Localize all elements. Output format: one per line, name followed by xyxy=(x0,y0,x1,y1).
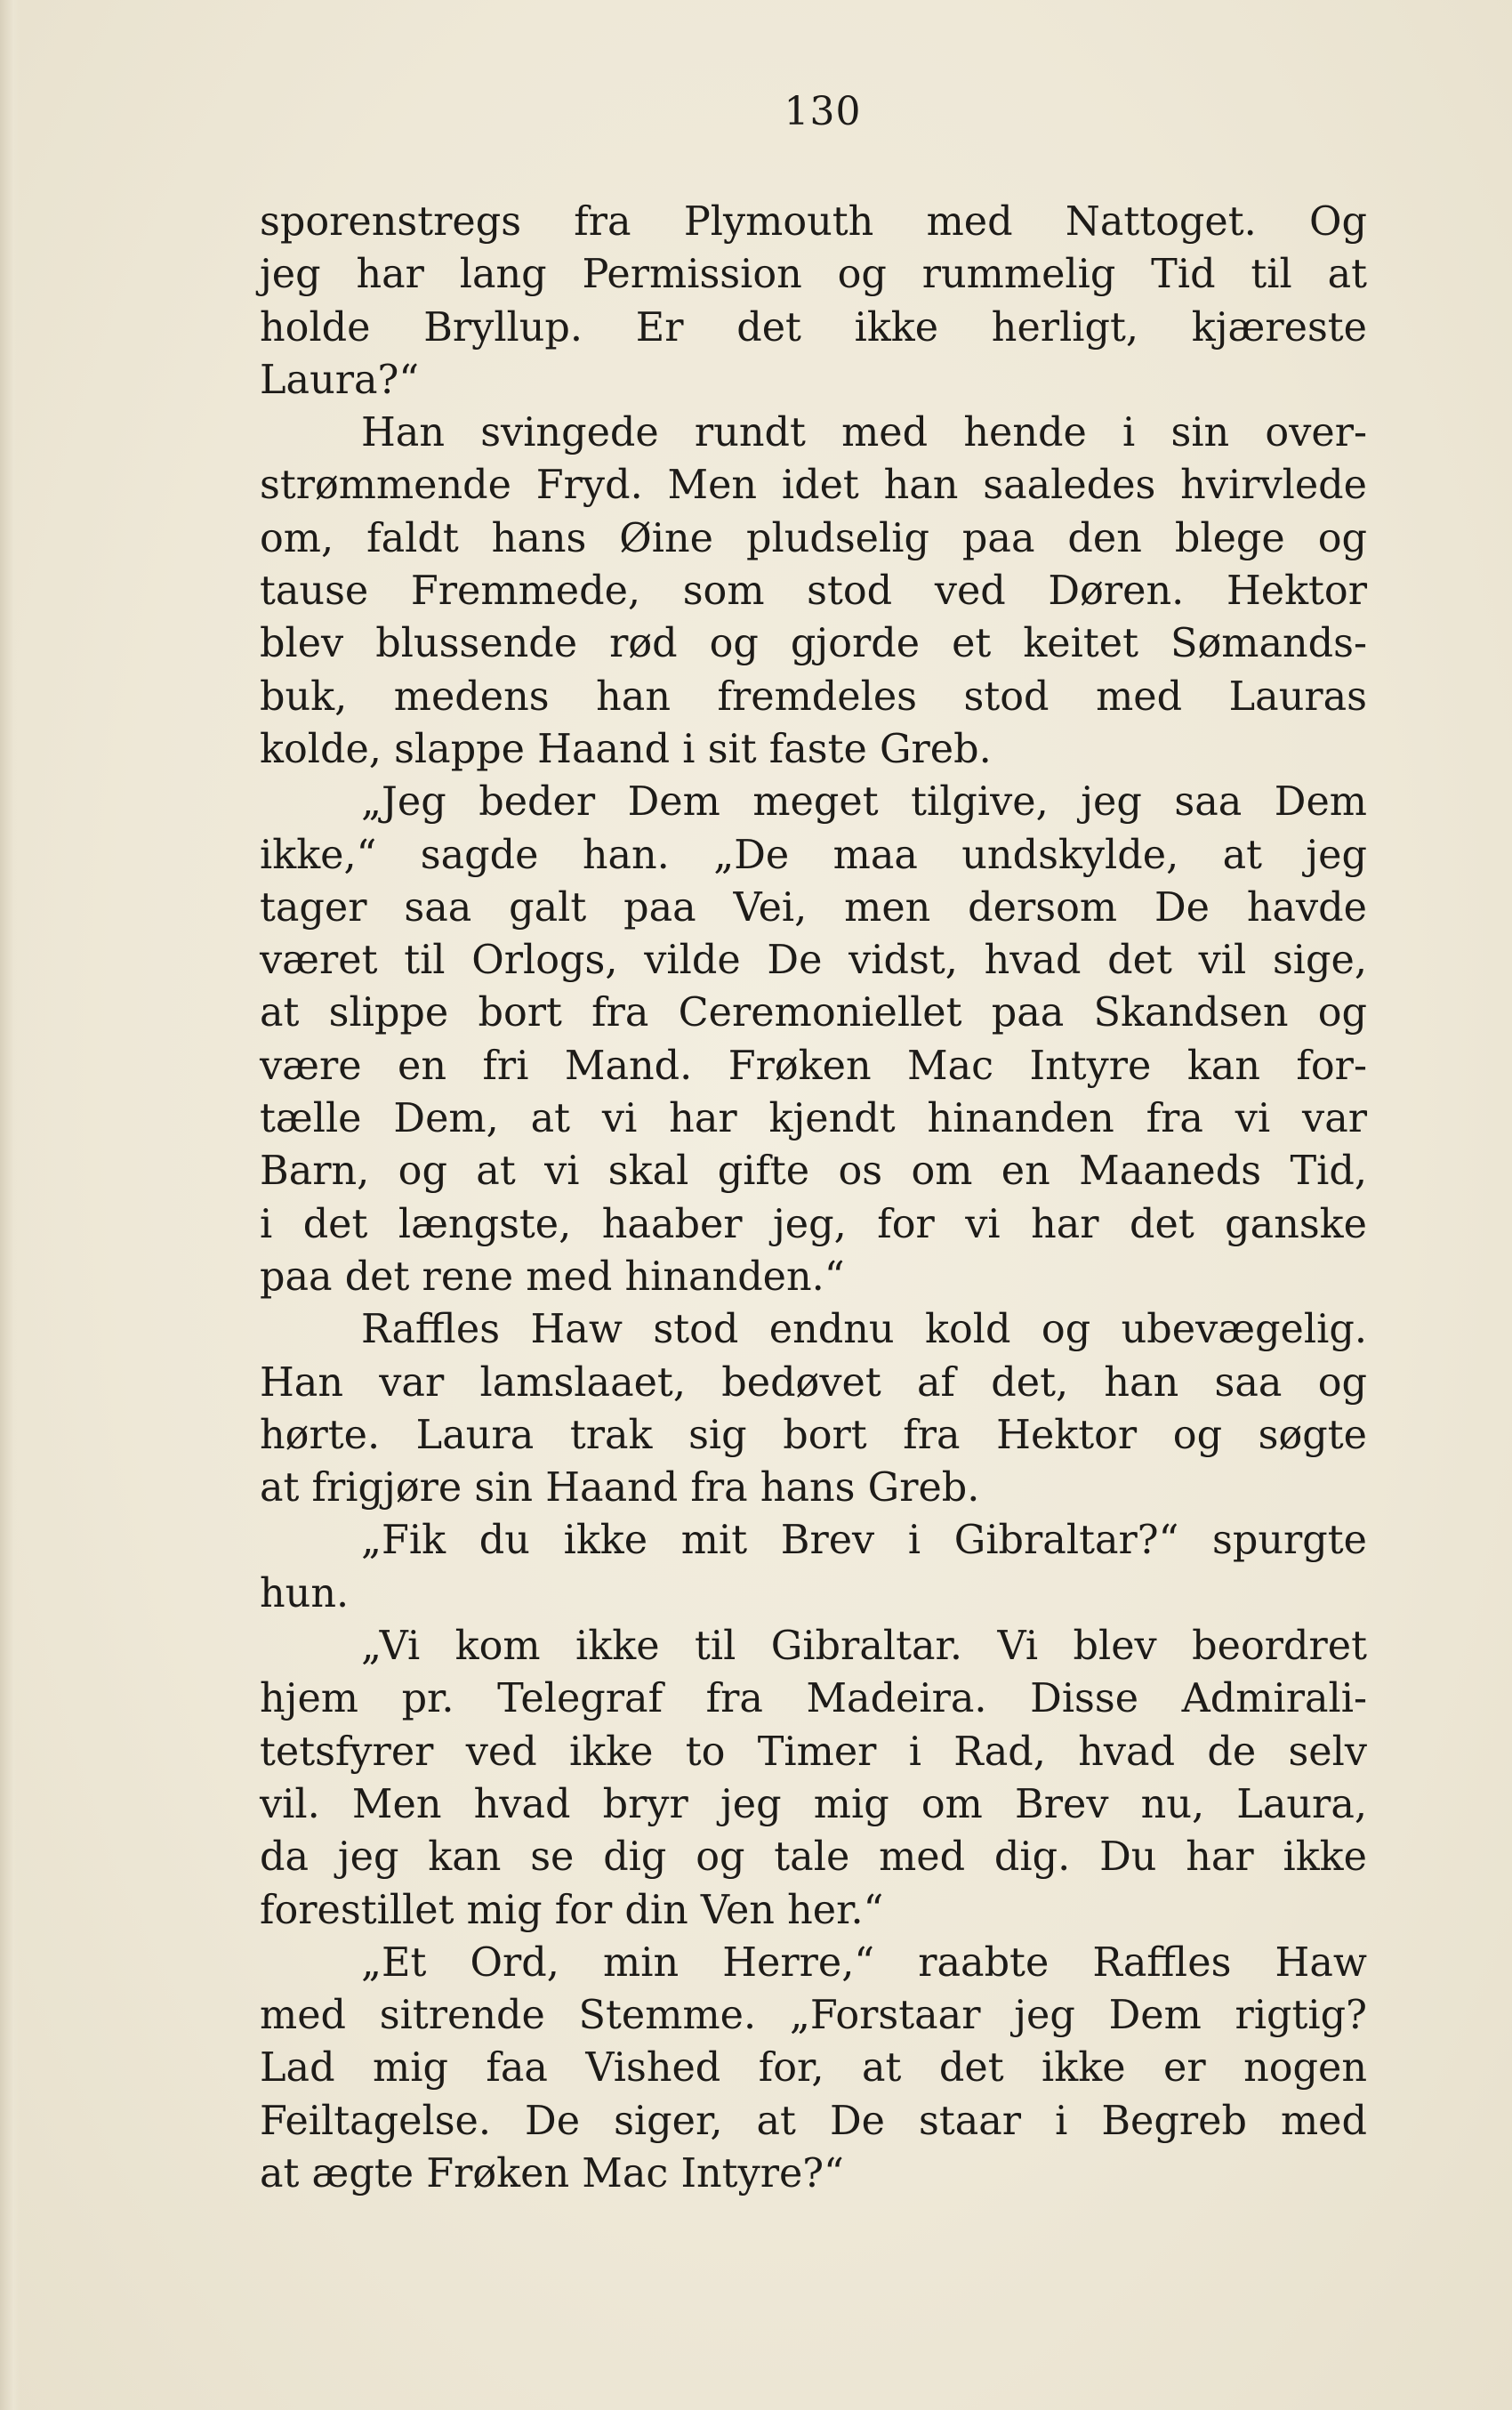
text-line: Feiltagelse. De siger, at De staar i Begreb med xyxy=(260,2098,1367,2144)
text-line: blev blussende rød og gjorde et keitet Sømands- xyxy=(260,621,1367,667)
text-line: da jeg kan se dig og tale med dig. Du har ikke xyxy=(260,1834,1367,1881)
text-line: sporenstregs fra Plymouth med Nattoget. Og xyxy=(260,199,1367,245)
text-line: Han svingede rundt med hende i sin over- xyxy=(361,410,1367,456)
text-line: Raffles Haw stod endnu kold og ubevægelig. xyxy=(361,1307,1367,1353)
text-line: ikke,“ sagde han. „De maa undskylde, at jeg xyxy=(260,832,1367,878)
text-line: være en fri Mand. Frøken Mac Intyre kan for- xyxy=(260,1043,1367,1089)
text-line: været til Orlogs, vilde De vidst, hvad det vil sige, xyxy=(260,938,1367,984)
text-line: forestillet mig for din Ven her.“ xyxy=(260,1887,884,1933)
text-line: strømmende Fryd. Men idet han saaledes hvirvlede xyxy=(260,463,1367,509)
text-line: hørte. Laura trak sig bort fra Hektor og søgte xyxy=(260,1412,1367,1458)
text-line: hjem pr. Telegraf fra Madeira. Disse Admirali- xyxy=(260,1676,1367,1722)
text-line: hun. xyxy=(260,1570,350,1616)
text-line: om, faldt hans Øine pludselig paa den blege og xyxy=(260,515,1367,561)
text-line: kolde, slappe Haand i sit faste Greb. xyxy=(260,726,992,772)
text-line: tetsfyrer ved ikke to Timer i Rad, hvad de selv xyxy=(260,1729,1367,1775)
text-line: tause Fremmede, som stod ved Døren. Hektor xyxy=(260,568,1367,615)
text-line: Han var lamslaaet, bedøvet af det, han saa og xyxy=(260,1359,1367,1406)
page-number: 130 xyxy=(784,89,862,134)
text-line: „Vi kom ikke til Gibraltar. Vi blev beordret xyxy=(361,1624,1367,1670)
text-line: at ægte Frøken Mac Intyre?“ xyxy=(260,2150,844,2196)
text-line: Barn, og at vi skal gifte os om en Maaneds Tid, xyxy=(260,1149,1367,1195)
text-line: vil. Men hvad bryr jeg mig om Brev nu, Laura, xyxy=(260,1781,1367,1827)
text-line: „Et Ord, min Herre,“ raabte Raffles Haw xyxy=(361,1939,1367,1986)
text-line: „Fik du ikke mit Brev i Gibraltar?“ spurgte xyxy=(361,1518,1367,1564)
text-line: Lad mig faa Vished for, at det ikke er nogen xyxy=(260,2045,1367,2092)
text-line: jeg har lang Permission og rummelig Tid til at xyxy=(260,252,1367,298)
text-line: holde Bryllup. Er det ikke herligt, kjæreste xyxy=(260,304,1367,351)
text-line: at slippe bort fra Ceremoniellet paa Skandsen og xyxy=(260,990,1367,1036)
text-line: buk, medens han fremdeles stod med Lauras xyxy=(260,673,1367,720)
text-line: „Jeg beder Dem meget tilgive, jeg saa Dem xyxy=(361,779,1367,826)
text-line: tælle Dem, at vi har kjendt hinanden fra vi var xyxy=(260,1096,1367,1142)
page-binding-edge xyxy=(0,0,20,2410)
text-line: at frigjøre sin Haand fra hans Greb. xyxy=(260,1465,980,1511)
text-line: i det længste, haaber jeg, for vi har det ganske xyxy=(260,1201,1367,1247)
text-line: Laura?“ xyxy=(260,357,420,403)
text-line: med sitrende Stemme. „Forstaar jeg Dem rigtig? xyxy=(260,1993,1367,2039)
text-line: paa det rene med hinanden.“ xyxy=(260,1253,845,1300)
text-line: tager saa galt paa Vei, men dersom De havde xyxy=(260,884,1367,931)
body-text xyxy=(260,196,1367,2200)
